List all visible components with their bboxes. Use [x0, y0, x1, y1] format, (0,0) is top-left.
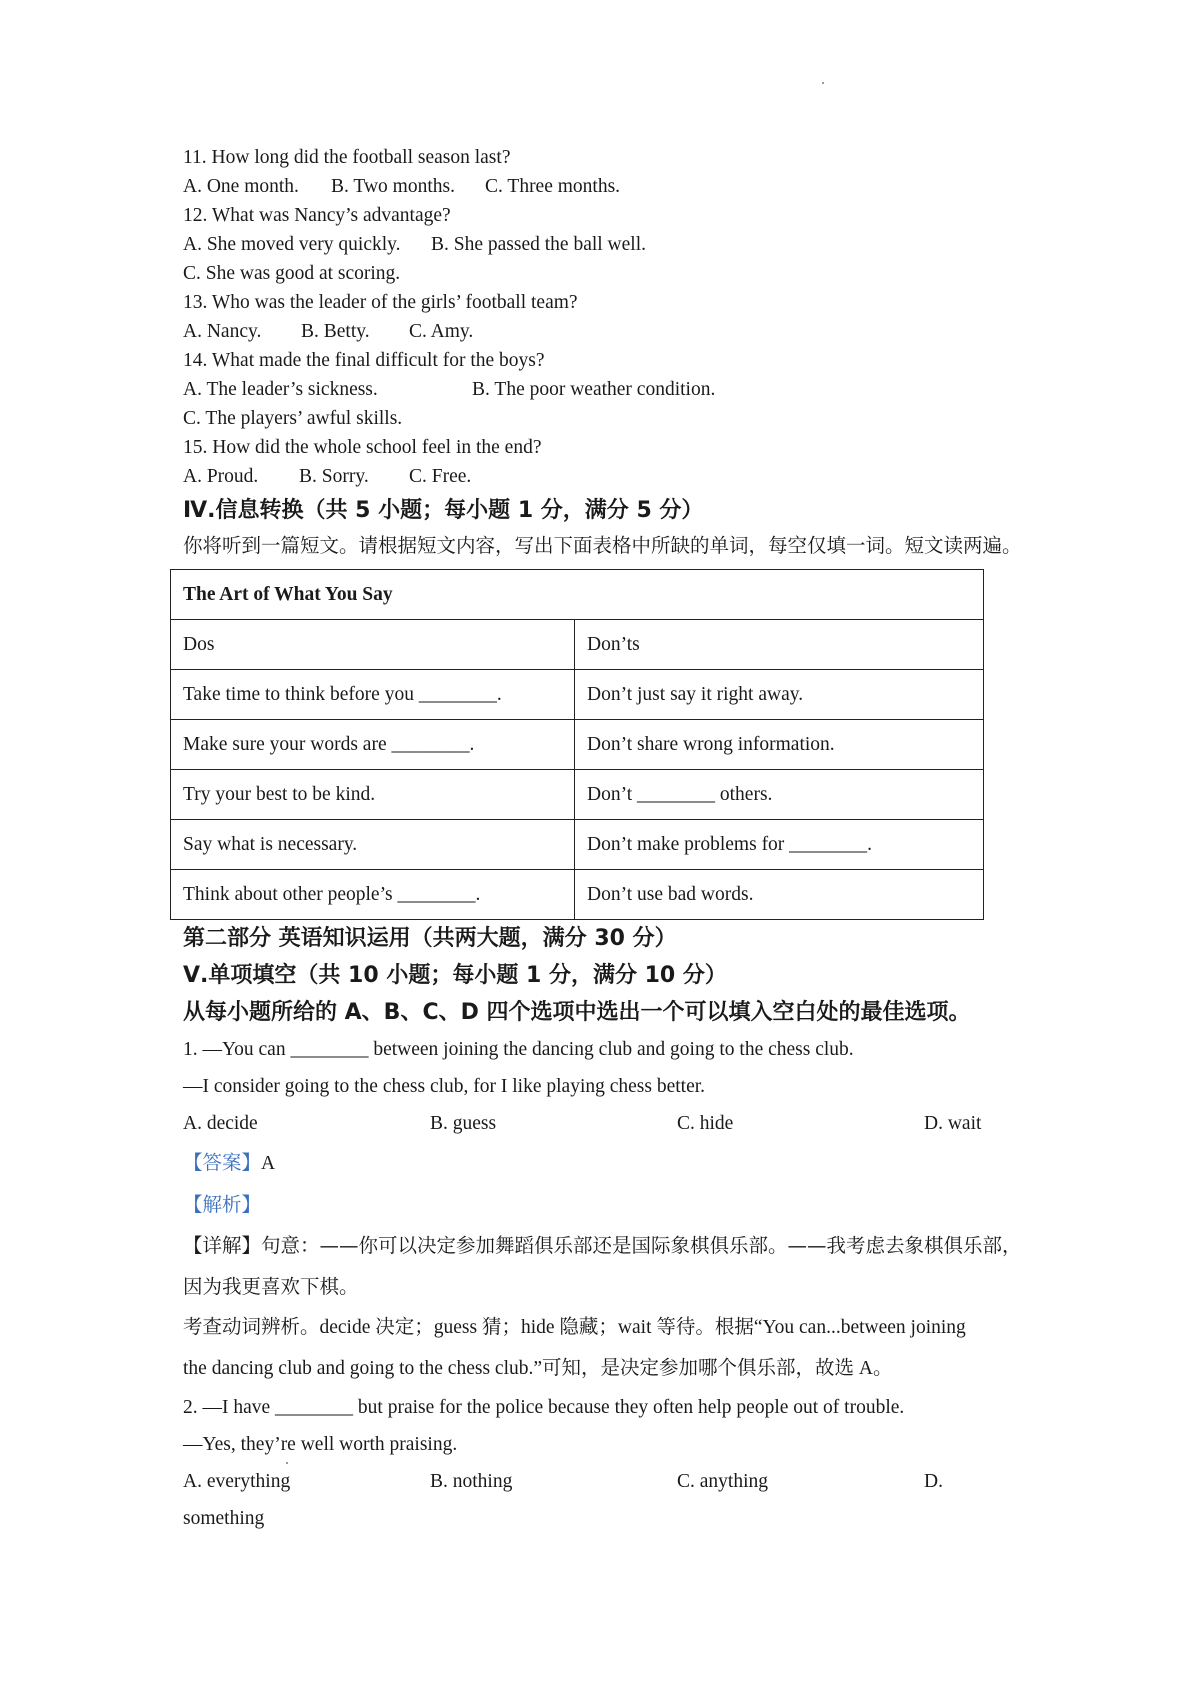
- option: C. She was good at scoring.: [183, 263, 401, 284]
- part-2-heading: 第二部分 英语知识运用（共两大题，满分 30 分）: [183, 926, 677, 951]
- table-cell: Don’t make problems for ________.: [575, 820, 984, 870]
- option: C. Free.: [409, 466, 472, 487]
- table-row: [171, 670, 984, 720]
- table-cell: Think about other people’s ________.: [171, 870, 575, 920]
- section-5-instruction: 从每小题所给的 A、B、C、D 四个选项中选出一个可以填入空白处的最佳选项。: [183, 1000, 971, 1025]
- table-row: [171, 870, 984, 920]
- table-row: [171, 820, 984, 870]
- option: C. The players’ awful skills.: [183, 408, 403, 429]
- detail-label: 【详解】: [183, 1234, 262, 1257]
- table-cell: Don’t ________ others.: [575, 770, 984, 820]
- question-2-options: [183, 1463, 1038, 1500]
- answer-line: [183, 1142, 1038, 1184]
- table-cell: Take time to think before you ________.: [171, 670, 575, 720]
- section-5-heading: Ⅴ.单项填空（共 10 小题；每小题 1 分，满分 10 分）: [183, 963, 727, 988]
- option: C. Amy.: [409, 321, 474, 342]
- table-cell: Dos: [171, 620, 575, 670]
- table-cell: Don’t just say it right away.: [575, 670, 984, 720]
- option: D.: [924, 1471, 943, 1492]
- question-2: 2. —I have ________ but praise for the police because they often help people out of trouble.: [183, 1397, 905, 1418]
- table-cell: Say what is necessary.: [171, 820, 575, 870]
- question-13: 13. Who was the leader of the girls’ football team?: [183, 292, 578, 313]
- table-cell: Don’t share wrong information.: [575, 720, 984, 770]
- option: C. anything: [677, 1471, 768, 1492]
- answer-label: 【答案】: [183, 1151, 262, 1174]
- section-4-intro: 你将听到一篇短文。请根据短文内容，写出下面表格中所缺的单词，每空仅填一词。短文读两遍。: [183, 534, 1022, 557]
- question-2-reply: —Yes, they’re well worth praising.: [183, 1434, 458, 1455]
- question-11: 11. How long did the football season last?: [183, 147, 511, 168]
- table-title: The Art of What You Say: [171, 570, 984, 620]
- option: A. The leader’s sickness.: [183, 379, 378, 400]
- table-cell: Make sure your words are ________.: [171, 720, 575, 770]
- question-14-options: [183, 375, 1038, 404]
- table-row: [171, 720, 984, 770]
- analysis-label: 【解析】: [183, 1193, 262, 1216]
- option: B. nothing: [430, 1471, 513, 1492]
- section-4-heading: Ⅳ.信息转换（共 5 小题；每小题 1 分，满分 5 分）: [183, 498, 704, 523]
- table-cell: Try your best to be kind.: [171, 770, 575, 820]
- option: B. The poor weather condition.: [472, 379, 716, 400]
- question-11-options: [183, 172, 1038, 201]
- page-content: [183, 143, 1038, 1537]
- question-14: 14. What made the final difficult for the boys?: [183, 350, 545, 371]
- question-15-options: [183, 462, 1038, 491]
- table-cell: Don’t use bad words.: [575, 870, 984, 920]
- option: B. Sorry.: [299, 466, 369, 487]
- explanation-line-2: the dancing club and going to the chess club.”可知，是决定参加哪个俱乐部，故选 A。: [183, 1358, 893, 1379]
- table-cell: Don’ts: [575, 620, 984, 670]
- option: A. decide: [183, 1113, 258, 1134]
- detail-body: 句意：——你可以决定参加舞蹈俱乐部还是国际象棋俱乐部。——我考虑去象棋俱乐部，因为我更喜欢下棋。: [183, 1234, 1022, 1298]
- answer-value: A: [261, 1153, 276, 1174]
- option: B. She passed the ball well.: [431, 234, 647, 255]
- scan-dot: [822, 82, 824, 84]
- explanation-line-1: 考查动词辨析。decide 决定；guess 猜；hide 隐藏；wait 等待。根据“You can...between joining: [183, 1317, 966, 1338]
- question-12: 12. What was Nancy’s advantage?: [183, 205, 451, 226]
- table-row: [171, 620, 984, 670]
- option: A. She moved very quickly.: [183, 234, 401, 255]
- table-row: [171, 770, 984, 820]
- option: B. Betty.: [301, 321, 370, 342]
- detail-text: [183, 1225, 1038, 1307]
- question-13-options: [183, 317, 1038, 346]
- art-table: [170, 569, 984, 920]
- option: D. wait: [924, 1113, 982, 1134]
- option: A. One month.: [183, 176, 299, 197]
- option: A. Proud.: [183, 466, 259, 487]
- option: C. Three months.: [485, 176, 621, 197]
- option: A. everything: [183, 1471, 291, 1492]
- option-d-continued: something: [183, 1508, 265, 1529]
- option: A. Nancy.: [183, 321, 262, 342]
- question-1-reply: —I consider going to the chess club, for I like playing chess better.: [183, 1076, 706, 1097]
- question-15: 15. How did the whole school feel in the end?: [183, 437, 542, 458]
- question-12-options: [183, 230, 1038, 259]
- question-1-options: [183, 1105, 1038, 1142]
- question-1: 1. —You can ________ between joining the dancing club and going to the chess club.: [183, 1039, 854, 1060]
- option: B. Two months.: [331, 176, 455, 197]
- option: B. guess: [430, 1113, 497, 1134]
- option: C. hide: [677, 1113, 734, 1134]
